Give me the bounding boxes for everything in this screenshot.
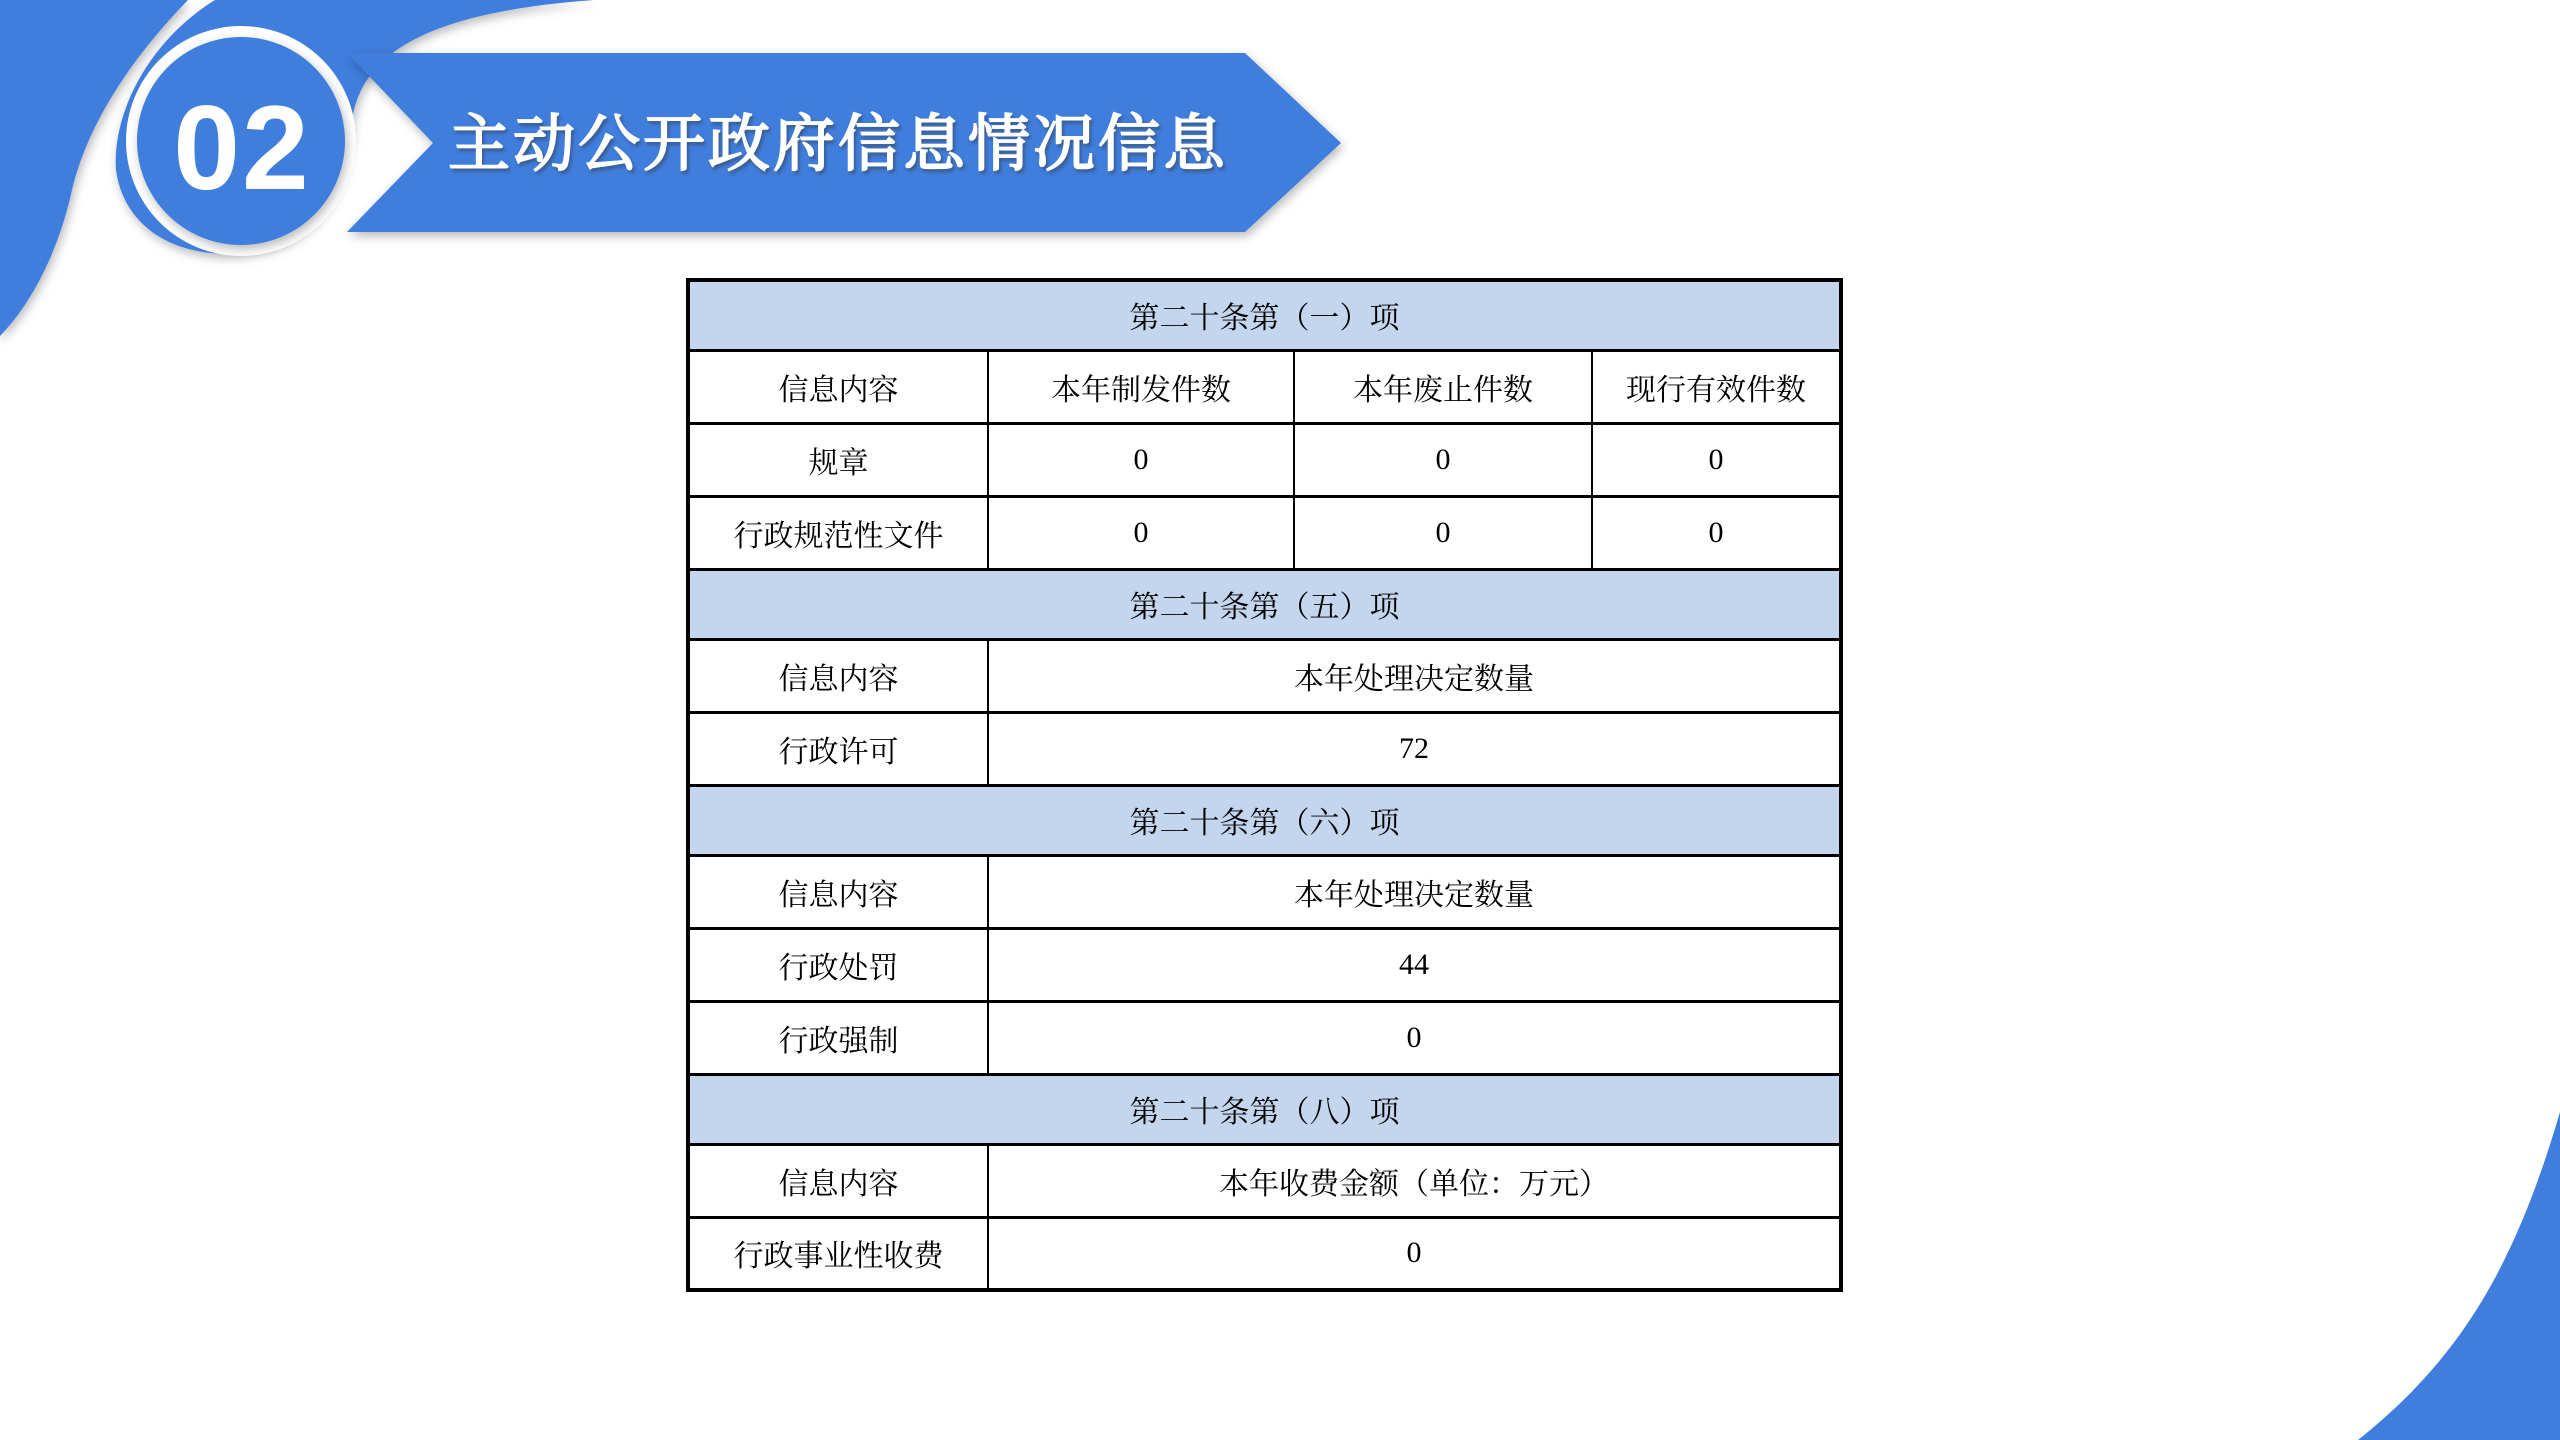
- value-cell: 0: [988, 496, 1294, 569]
- table-row: [688, 712, 1841, 785]
- value-cell: 0: [1294, 496, 1592, 569]
- table-row: [688, 1001, 1841, 1074]
- table-row: [688, 1217, 1841, 1290]
- column-header-cell: 信息内容: [688, 1144, 988, 1217]
- disclosure-table: [686, 278, 1843, 1292]
- value-cell: 0: [1592, 423, 1841, 496]
- value-cell: 44: [988, 928, 1841, 1001]
- table-row: [688, 1144, 1841, 1217]
- value-cell: 0: [988, 1217, 1841, 1290]
- table-section-header-row: [688, 785, 1841, 855]
- section-number-badge: 02: [173, 81, 311, 215]
- value-cell: 0: [988, 423, 1294, 496]
- row-label-cell: 行政处罚: [688, 928, 988, 1001]
- column-header-cell: 本年处理决定数量: [988, 639, 1841, 712]
- column-header-cell: 信息内容: [688, 639, 988, 712]
- table-row: [688, 928, 1841, 1001]
- row-label-cell: 行政许可: [688, 712, 988, 785]
- page-title: 主动公开政府信息情况信息: [447, 110, 1228, 179]
- row-label-cell: 行政规范性文件: [688, 496, 988, 569]
- row-label-cell: 行政强制: [688, 1001, 988, 1074]
- column-header-cell: 本年收费金额（单位：万元）: [988, 1144, 1841, 1217]
- row-label-cell: 规章: [688, 423, 988, 496]
- table-section-header-row: [688, 1074, 1841, 1144]
- column-header-cell: 信息内容: [688, 855, 988, 928]
- section-header-article20-item6: 第二十条第（六）项: [688, 785, 1841, 855]
- value-cell: 72: [988, 712, 1841, 785]
- column-header-cell: 本年处理决定数量: [988, 855, 1841, 928]
- section-header-article20-item8: 第二十条第（八）项: [688, 1074, 1841, 1144]
- row-label-cell: 行政事业性收费: [688, 1217, 988, 1290]
- column-header-cell: 信息内容: [688, 350, 988, 423]
- table-row: [688, 350, 1841, 423]
- value-cell: 0: [988, 1001, 1841, 1074]
- column-header-cell: 本年废止件数: [1294, 350, 1592, 423]
- table-row: [688, 855, 1841, 928]
- table-section-header-row: [688, 569, 1841, 639]
- table-row: [688, 496, 1841, 569]
- value-cell: 0: [1294, 423, 1592, 496]
- value-cell: 0: [1592, 496, 1841, 569]
- table-row: [688, 639, 1841, 712]
- bottom-right-swoosh: [2358, 1112, 2560, 1440]
- table-section-header-row: [688, 280, 1841, 350]
- column-header-cell: 现行有效件数: [1592, 350, 1841, 423]
- column-header-cell: 本年制发件数: [988, 350, 1294, 423]
- section-header-article20-item5: 第二十条第（五）项: [688, 569, 1841, 639]
- section-header-article20-item1: 第二十条第（一）项: [688, 280, 1841, 350]
- table-row: [688, 423, 1841, 496]
